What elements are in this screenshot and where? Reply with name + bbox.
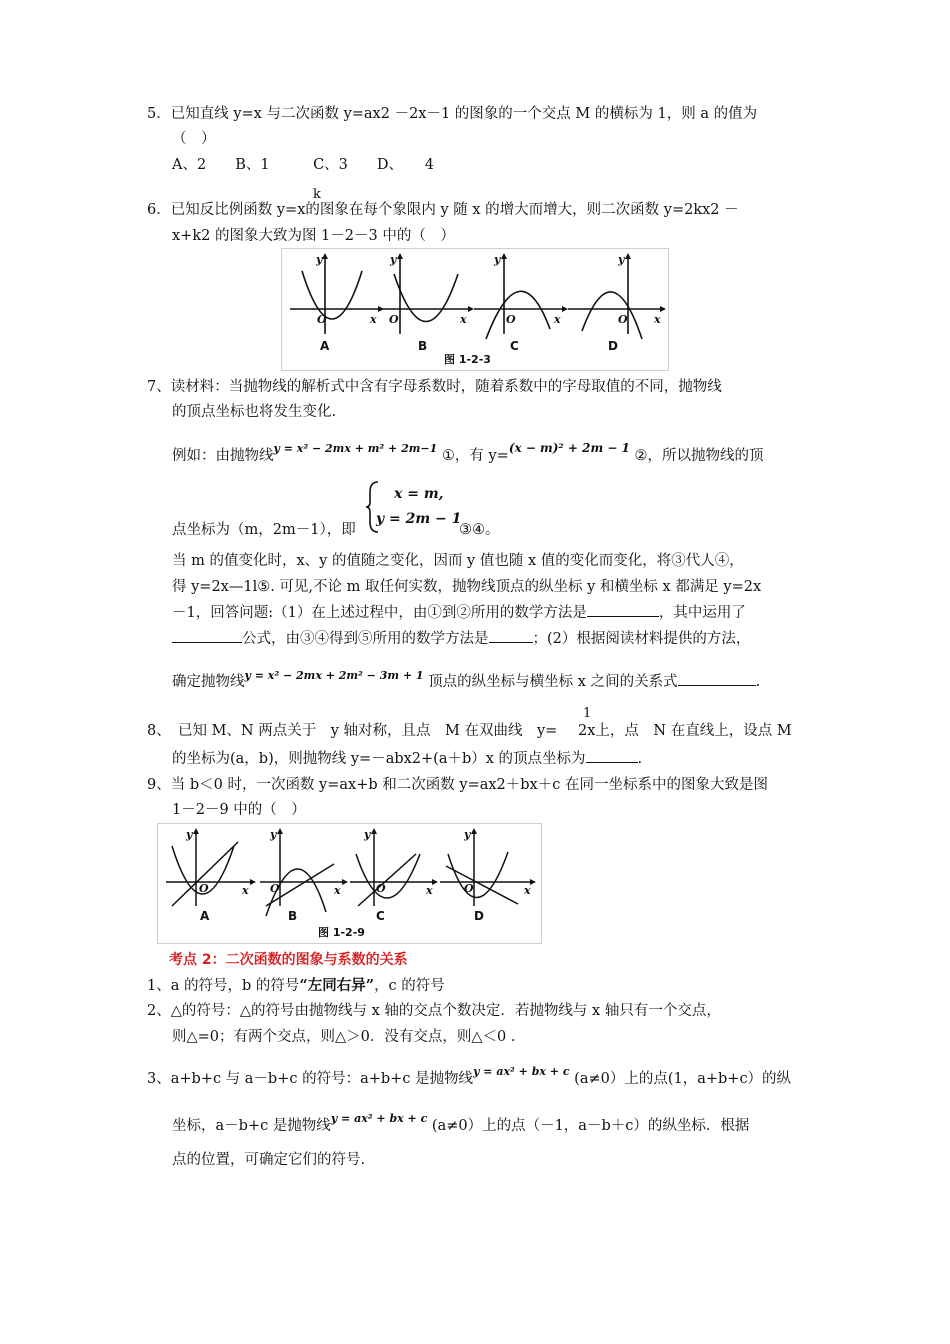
svg-text:O: O — [389, 313, 399, 326]
svg-text:x: x — [654, 313, 661, 326]
fig129-label-c: C — [376, 909, 385, 923]
fig129-label-a: A — [200, 909, 210, 923]
q7-p3-a: －1，回答问题:（1）在上述过程中，由①到②所用的数学方法是 — [172, 605, 587, 621]
svg-text:x: x — [524, 884, 531, 897]
q5-line1: 5．已知直线 y=x 与二次函数 y=ax2 －2x－1 的图象的一个交点 M 的横标为 1，则 a 的值为 — [147, 106, 758, 122]
q7-ex-c: ②，所以抛物线的顶 — [634, 448, 764, 464]
q7-blank-3[interactable] — [489, 628, 533, 643]
q7-system-line1: x = m, — [394, 486, 444, 502]
q7-p4-b: 公式，由③④得到⑤所用的数学方法是 — [242, 631, 489, 647]
section-title-kd2: 考点 2：二次函数的图象与系数的关系 — [169, 952, 408, 968]
q7-vertex-b: ③④。 — [459, 522, 500, 538]
kd2-item2-line2: 则△=0；有两个交点，则△＞0．没有交点，则△＜0 . — [172, 1029, 516, 1045]
q7-formula3: y = x² − 2mx + 2m² − 3m + 1 — [244, 669, 424, 682]
kd2-item3-b: (a≠0）上的点(1，a+b+c）的纵 — [574, 1071, 792, 1087]
fig123-caption: 图 1-2-3 — [444, 353, 491, 366]
fig129-label-d: D — [474, 909, 484, 923]
q6-line1-a: 6．已知反比例函数 y= — [147, 202, 298, 218]
q8-line1: 8、 已知 M、N 两点关于 y 轴对称，且点 M 在双曲线 y= — [147, 723, 558, 739]
svg-text:O: O — [464, 882, 474, 895]
svg-text:O: O — [199, 882, 209, 895]
q7-example — [172, 441, 764, 467]
fig123-label-d: D — [608, 339, 618, 353]
q5-paren: （ ） — [172, 131, 216, 147]
q7-system-line2: y = 2m − 1 — [376, 511, 462, 527]
q7-ex-b: ①，有 y= — [441, 448, 509, 464]
q7-p4 — [172, 628, 750, 649]
q7-p3-b: ，其中运用了 — [658, 605, 746, 621]
svg-text:O: O — [376, 882, 386, 895]
q8-numerator: 1 — [583, 706, 592, 721]
kd2-item1 — [147, 976, 445, 996]
figure-1-2-3 — [281, 248, 669, 371]
q9-line2: 1－2－9 中的（ ） — [172, 802, 306, 818]
q7-p3 — [172, 602, 746, 623]
kd2-formula-2: y = ax² + bx + c — [330, 1112, 428, 1125]
q6-line1-b: x的图象在每个象限内 y 随 x 的增大而增大，则二次函数 y=2kx2 － — [297, 202, 739, 218]
q7-line1: 7、读材料：当抛物线的解析式中含有字母系数时，随着系数中的字母取值的不同，抛物线 — [147, 379, 722, 395]
svg-text:y: y — [464, 828, 471, 841]
q8-line2-a: 的坐标为(a，b)，则抛物线 y=－abx2+(a＋b）x 的顶点坐标为 — [172, 751, 586, 767]
kd2-item1-c: ，c 的符号 — [374, 978, 445, 994]
kd2-item3-a: 3、a+b+c 与 a－b+c 的符号：a+b+c 是抛物线 — [147, 1071, 474, 1087]
q7-ex-a: 例如：由抛物线 — [172, 448, 274, 464]
svg-text:y: y — [364, 828, 371, 841]
fig123-label-c: C — [510, 339, 519, 353]
kd2-formula-1: y = ax² + bx + c — [473, 1065, 570, 1078]
q7-p2: 得 y=2x—1l⑤. 可见,不论 m 取任何实数，抛物线顶点的纵坐标 y 和横坐标 x 都满足 y=2x — [172, 579, 762, 595]
q7-formula1: y = x² − 2mx + m² + 2m−1 — [273, 442, 438, 455]
svg-text:O: O — [317, 313, 327, 326]
svg-text:x: x — [460, 313, 467, 326]
q5-options: A、2 B、1 C、3 D、 4 — [172, 157, 434, 173]
q8-line1-b: 2x上，点 N 在直线上，设点 M — [578, 723, 792, 739]
q8-line2-b: . — [637, 751, 643, 767]
fig129-label-b: B — [288, 909, 298, 923]
q7-p5-end: . — [755, 674, 761, 690]
figure-1-2-9-graphs — [158, 824, 541, 943]
svg-text:O: O — [618, 313, 628, 326]
q7-blank-4[interactable] — [678, 671, 756, 686]
q7-blank-1[interactable] — [587, 602, 659, 617]
svg-text:y: y — [316, 253, 323, 266]
q6-line2: x+k2 的图象大致为图 1－2－3 中的（ ） — [172, 228, 455, 244]
q7-blank-2[interactable] — [172, 628, 242, 643]
svg-text:y: y — [186, 828, 193, 841]
svg-text:O: O — [506, 313, 516, 326]
svg-text:x: x — [370, 313, 377, 326]
svg-text:x: x — [242, 884, 249, 897]
kd2-item2-line1: 2、△的符号：△的符号由抛物线与 x 轴的交点个数决定．若抛物线与 x 轴只有一个交点， — [147, 1003, 721, 1019]
kd2-item1-a: 1、a 的符号，b 的符号 — [147, 978, 300, 994]
svg-text:x: x — [334, 884, 341, 897]
svg-text:y: y — [494, 253, 501, 266]
svg-text:x: x — [426, 884, 433, 897]
q9-line1: 9、当 b＜0 时，一次函数 y=ax+b 和二次函数 y=ax2＋bx＋c 在同一坐标系中的图象大致是图 — [147, 777, 768, 793]
kd2-item3-line2 — [172, 1112, 750, 1137]
svg-text:O: O — [270, 882, 280, 895]
figure-1-2-9 — [157, 823, 542, 944]
fig123-label-a: A — [320, 339, 330, 353]
svg-text:x: x — [554, 313, 561, 326]
q7-vertex-a: 点坐标为（m，2m－1），即 — [172, 522, 356, 538]
q8-blank[interactable] — [586, 748, 638, 763]
svg-text:y: y — [390, 253, 397, 266]
q7-p1: 当 m 的值变化时，x、y 的值随之变化，因而 y 值也随 x 值的变化而变化，将③代人④， — [172, 553, 744, 569]
q7-formula2: (x − m)² + 2m − 1 — [508, 441, 630, 455]
q8-line2 — [172, 748, 642, 769]
q6-k: k — [313, 187, 321, 202]
figure-1-2-3-graphs — [282, 249, 668, 370]
q7-p5-a: 确定抛物线 — [172, 674, 245, 690]
kd2-item3-line1 — [147, 1065, 792, 1090]
q7-p4-c: ；(2）根据阅读材料提供的方法， — [532, 631, 751, 647]
kd2-item3-d: (a≠0）上的点（－1，a－b＋c）的纵坐标．根据 — [431, 1118, 750, 1134]
kd2-item3-c: 坐标，a－b+c 是抛物线 — [172, 1118, 331, 1134]
fig123-label-b: B — [418, 339, 428, 353]
q7-p5-b: 顶点的纵坐标与横坐标 x 之间的关系式 — [428, 674, 678, 690]
fig129-caption: 图 1-2-9 — [318, 926, 365, 939]
q7-p5 — [172, 671, 760, 693]
q6-line1 — [147, 200, 739, 220]
q7-line2: 的顶点坐标也将发生变化. — [172, 404, 337, 420]
svg-text:y: y — [270, 828, 277, 841]
kd2-item3-line3: 点的位置，可确定它们的符号. — [172, 1152, 366, 1168]
svg-text:y: y — [618, 253, 625, 266]
kd2-item1-b: “左同右异” — [299, 977, 375, 994]
